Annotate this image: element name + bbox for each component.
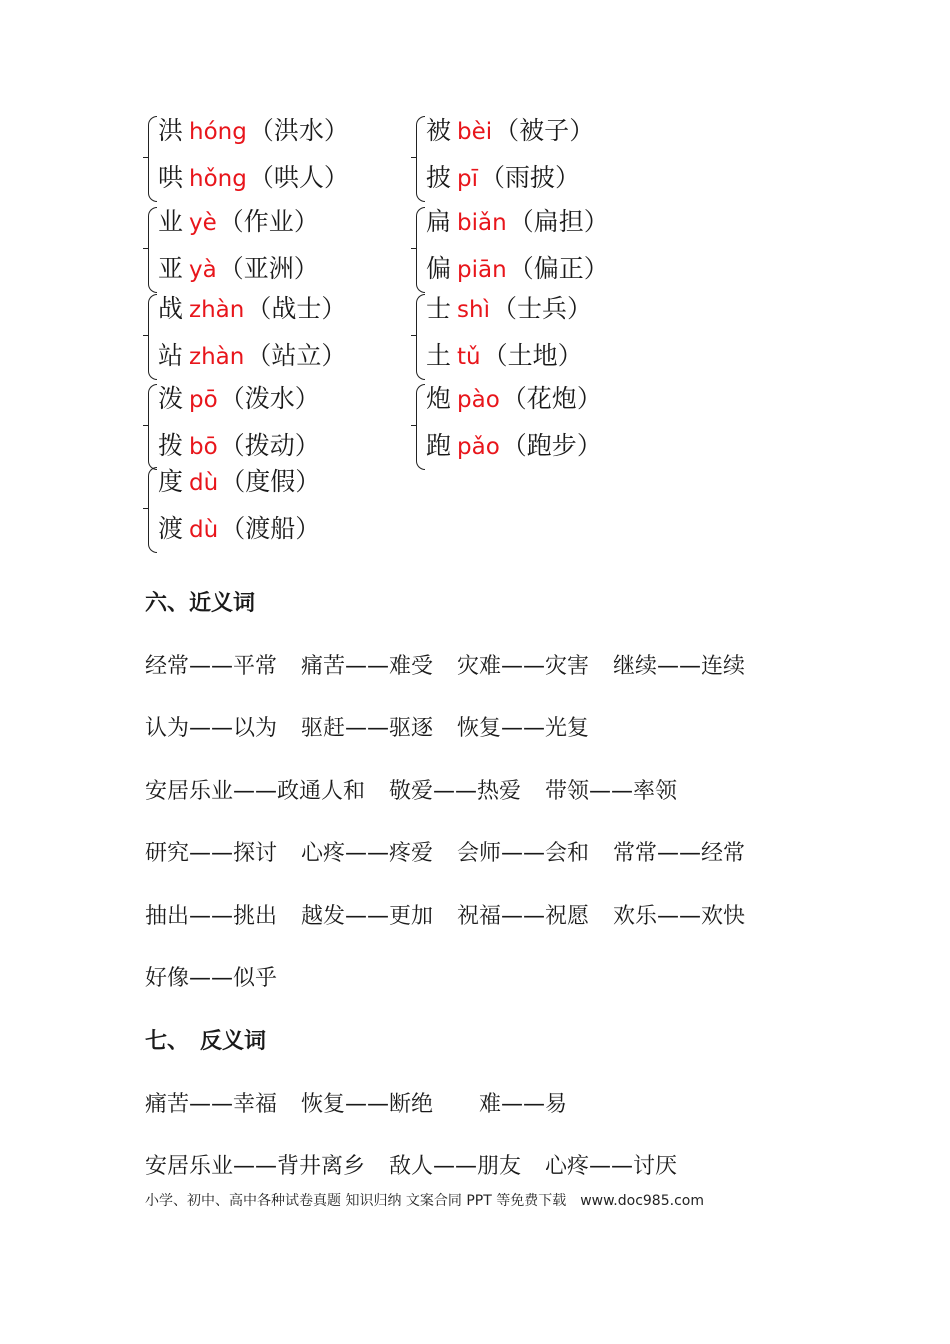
example-word: 偏正 bbox=[533, 254, 584, 283]
char-row: 土 tǔ（土地） bbox=[426, 341, 583, 370]
brace-notch bbox=[143, 335, 149, 340]
synonym-pair: 常常——经常 bbox=[613, 841, 746, 866]
char-row: 业 yè（作业） bbox=[158, 207, 319, 236]
example-word: 士兵 bbox=[516, 294, 567, 323]
pinyin: bèi bbox=[457, 119, 493, 145]
example-word: 被子 bbox=[519, 116, 570, 145]
char-row: 站 zhàn（站立） bbox=[158, 341, 347, 370]
synonym-pair: 灾难——灾害 bbox=[457, 654, 590, 679]
char: 跑 bbox=[426, 431, 452, 460]
example-word: 站立 bbox=[271, 341, 322, 370]
pinyin: pào bbox=[457, 387, 500, 413]
antonym-line bbox=[145, 1149, 701, 1180]
char: 士 bbox=[426, 294, 452, 323]
pinyin: yè bbox=[189, 210, 217, 236]
synonym-pair: 认为——以为 bbox=[145, 716, 278, 741]
char-group-9 bbox=[148, 465, 378, 557]
example-word: 土地 bbox=[507, 341, 558, 370]
char-row: 跑 pǎo（跑步） bbox=[426, 431, 602, 460]
example-word: 作业 bbox=[243, 207, 294, 236]
pinyin: zhàn bbox=[189, 344, 245, 370]
synonym-line bbox=[145, 649, 769, 680]
pinyin: tǔ bbox=[457, 344, 481, 370]
example-word: 亚洲 bbox=[243, 254, 294, 283]
synonym-pair: 带领——率领 bbox=[545, 779, 678, 804]
synonym-pair: 祝福——祝愿 bbox=[457, 904, 590, 929]
pinyin: pǎo bbox=[457, 434, 500, 460]
char-row: 披 pī（雨披） bbox=[426, 163, 581, 192]
char-row: 度 dù（度假） bbox=[158, 467, 321, 496]
pinyin: hǒng bbox=[189, 166, 247, 192]
example-word: 度假 bbox=[245, 467, 296, 496]
synonym-pair: 会师——会和 bbox=[457, 841, 590, 866]
char: 度 bbox=[158, 467, 184, 496]
synonym-pair: 越发——更加 bbox=[301, 904, 434, 929]
pinyin: pō bbox=[189, 387, 218, 413]
brace-mark bbox=[148, 207, 157, 293]
char-group-6 bbox=[416, 292, 646, 384]
char: 站 bbox=[158, 341, 184, 370]
synonym-pair: 继续——连续 bbox=[613, 654, 746, 679]
example-word: 泼水 bbox=[244, 384, 295, 413]
char-row: 拨 bō（拨动） bbox=[158, 431, 320, 460]
example-word: 拨动 bbox=[244, 431, 295, 460]
pinyin: bō bbox=[189, 434, 218, 460]
brace-mark bbox=[416, 384, 425, 470]
synonym-pair: 敬爱——热爱 bbox=[389, 779, 522, 804]
char: 扁 bbox=[426, 207, 452, 236]
char-group-7 bbox=[148, 382, 378, 474]
char-group-8 bbox=[416, 382, 646, 474]
synonym-line bbox=[145, 711, 613, 742]
example-word: 雨披 bbox=[505, 163, 556, 192]
brace-mark bbox=[148, 294, 157, 380]
pinyin: pī bbox=[457, 166, 479, 192]
char: 土 bbox=[426, 341, 452, 370]
char: 拨 bbox=[158, 431, 184, 460]
synonym-pair: 抽出——挑出 bbox=[145, 904, 278, 929]
char-group-3 bbox=[148, 205, 378, 297]
char: 哄 bbox=[158, 163, 184, 192]
example-word: 哄人 bbox=[273, 163, 324, 192]
char-row: 洪 hóng（洪水） bbox=[158, 116, 349, 145]
pinyin: piān bbox=[457, 257, 507, 283]
synonym-pair: 研究——探讨 bbox=[145, 841, 278, 866]
brace-notch bbox=[411, 335, 417, 340]
brace-mark bbox=[416, 207, 425, 293]
char: 泼 bbox=[158, 384, 184, 413]
pinyin: dù bbox=[189, 470, 219, 496]
synonym-pair: 经常——平常 bbox=[145, 654, 278, 679]
synonyms-heading: 六、近义词 bbox=[145, 591, 256, 616]
pinyin: dù bbox=[189, 517, 219, 543]
brace-mark bbox=[416, 116, 425, 202]
page-footer: 小学、初中、高中各种试卷真题 知识归纳 文案合同 PPT 等免费下载 www.doc985.com bbox=[145, 1193, 704, 1209]
pinyin: biǎn bbox=[457, 210, 507, 236]
pinyin: shì bbox=[457, 297, 490, 323]
char-row: 被 bèi（被子） bbox=[426, 116, 595, 145]
char-row: 士 shì（士兵） bbox=[426, 294, 593, 323]
brace-notch bbox=[411, 425, 417, 430]
char: 业 bbox=[158, 207, 184, 236]
antonym-line bbox=[145, 1087, 591, 1118]
brace-notch bbox=[143, 248, 149, 253]
antonym-pair: 心疼——讨厌 bbox=[545, 1154, 678, 1179]
char: 渡 bbox=[158, 514, 184, 543]
example-word: 跑步 bbox=[526, 431, 577, 460]
antonyms-heading: 七、 反义词 bbox=[145, 1029, 267, 1054]
brace-mark bbox=[148, 467, 157, 553]
synonym-line bbox=[145, 899, 769, 930]
antonym-pair: 敌人——朋友 bbox=[389, 1154, 522, 1179]
brace-notch bbox=[411, 248, 417, 253]
char-row: 亚 yà（亚洲） bbox=[158, 254, 319, 283]
char-row: 渡 dù（渡船） bbox=[158, 514, 321, 543]
pinyin: yà bbox=[189, 257, 217, 283]
char-group-1 bbox=[148, 114, 378, 206]
brace-notch bbox=[143, 508, 149, 513]
antonym-pair: 痛苦——幸福 bbox=[145, 1092, 278, 1117]
char: 披 bbox=[426, 163, 452, 192]
char-row: 炮 pào（花炮） bbox=[426, 384, 602, 413]
brace-notch bbox=[411, 157, 417, 162]
char: 亚 bbox=[158, 254, 184, 283]
synonym-pair: 心疼——疼爱 bbox=[301, 841, 434, 866]
synonym-pair: 欢乐——欢快 bbox=[613, 904, 746, 929]
char-row: 哄 hǒng（哄人） bbox=[158, 163, 349, 192]
synonym-pair: 好像——似乎 bbox=[145, 966, 278, 991]
example-word: 洪水 bbox=[273, 116, 324, 145]
char: 炮 bbox=[426, 384, 452, 413]
pinyin: zhàn bbox=[189, 297, 245, 323]
synonym-pair: 安居乐业——政通人和 bbox=[145, 779, 366, 804]
char: 洪 bbox=[158, 116, 184, 145]
example-word: 扁担 bbox=[533, 207, 584, 236]
example-word: 花炮 bbox=[526, 384, 577, 413]
char-group-5 bbox=[148, 292, 378, 384]
brace-mark bbox=[148, 384, 157, 470]
example-word: 战士 bbox=[271, 294, 322, 323]
char: 被 bbox=[426, 116, 452, 145]
pinyin: hóng bbox=[189, 119, 247, 145]
char: 偏 bbox=[426, 254, 452, 283]
synonym-line bbox=[145, 836, 769, 867]
char-group-2 bbox=[416, 114, 646, 206]
synonym-pair: 驱赶——驱逐 bbox=[301, 716, 434, 741]
char: 战 bbox=[158, 294, 184, 323]
antonym-pair: 恢复——断绝 bbox=[301, 1092, 434, 1117]
example-word: 渡船 bbox=[245, 514, 296, 543]
char-row: 泼 pō（泼水） bbox=[158, 384, 320, 413]
char-row: 扁 biǎn（扁担） bbox=[426, 207, 609, 236]
synonym-line bbox=[145, 774, 701, 805]
char-group-4 bbox=[416, 205, 646, 297]
synonym-pair: 痛苦——难受 bbox=[301, 654, 434, 679]
synonym-pair: 恢复——光复 bbox=[457, 716, 590, 741]
brace-mark bbox=[416, 294, 425, 380]
brace-notch bbox=[143, 157, 149, 162]
antonym-pair: 安居乐业——背井离乡 bbox=[145, 1154, 366, 1179]
brace-mark bbox=[148, 116, 157, 202]
char-row: 偏 piān（偏正） bbox=[426, 254, 609, 283]
synonym-line bbox=[145, 961, 301, 992]
brace-notch bbox=[143, 425, 149, 430]
antonym-pair: 难——易 bbox=[457, 1092, 568, 1117]
char-row: 战 zhàn（战士） bbox=[158, 294, 347, 323]
